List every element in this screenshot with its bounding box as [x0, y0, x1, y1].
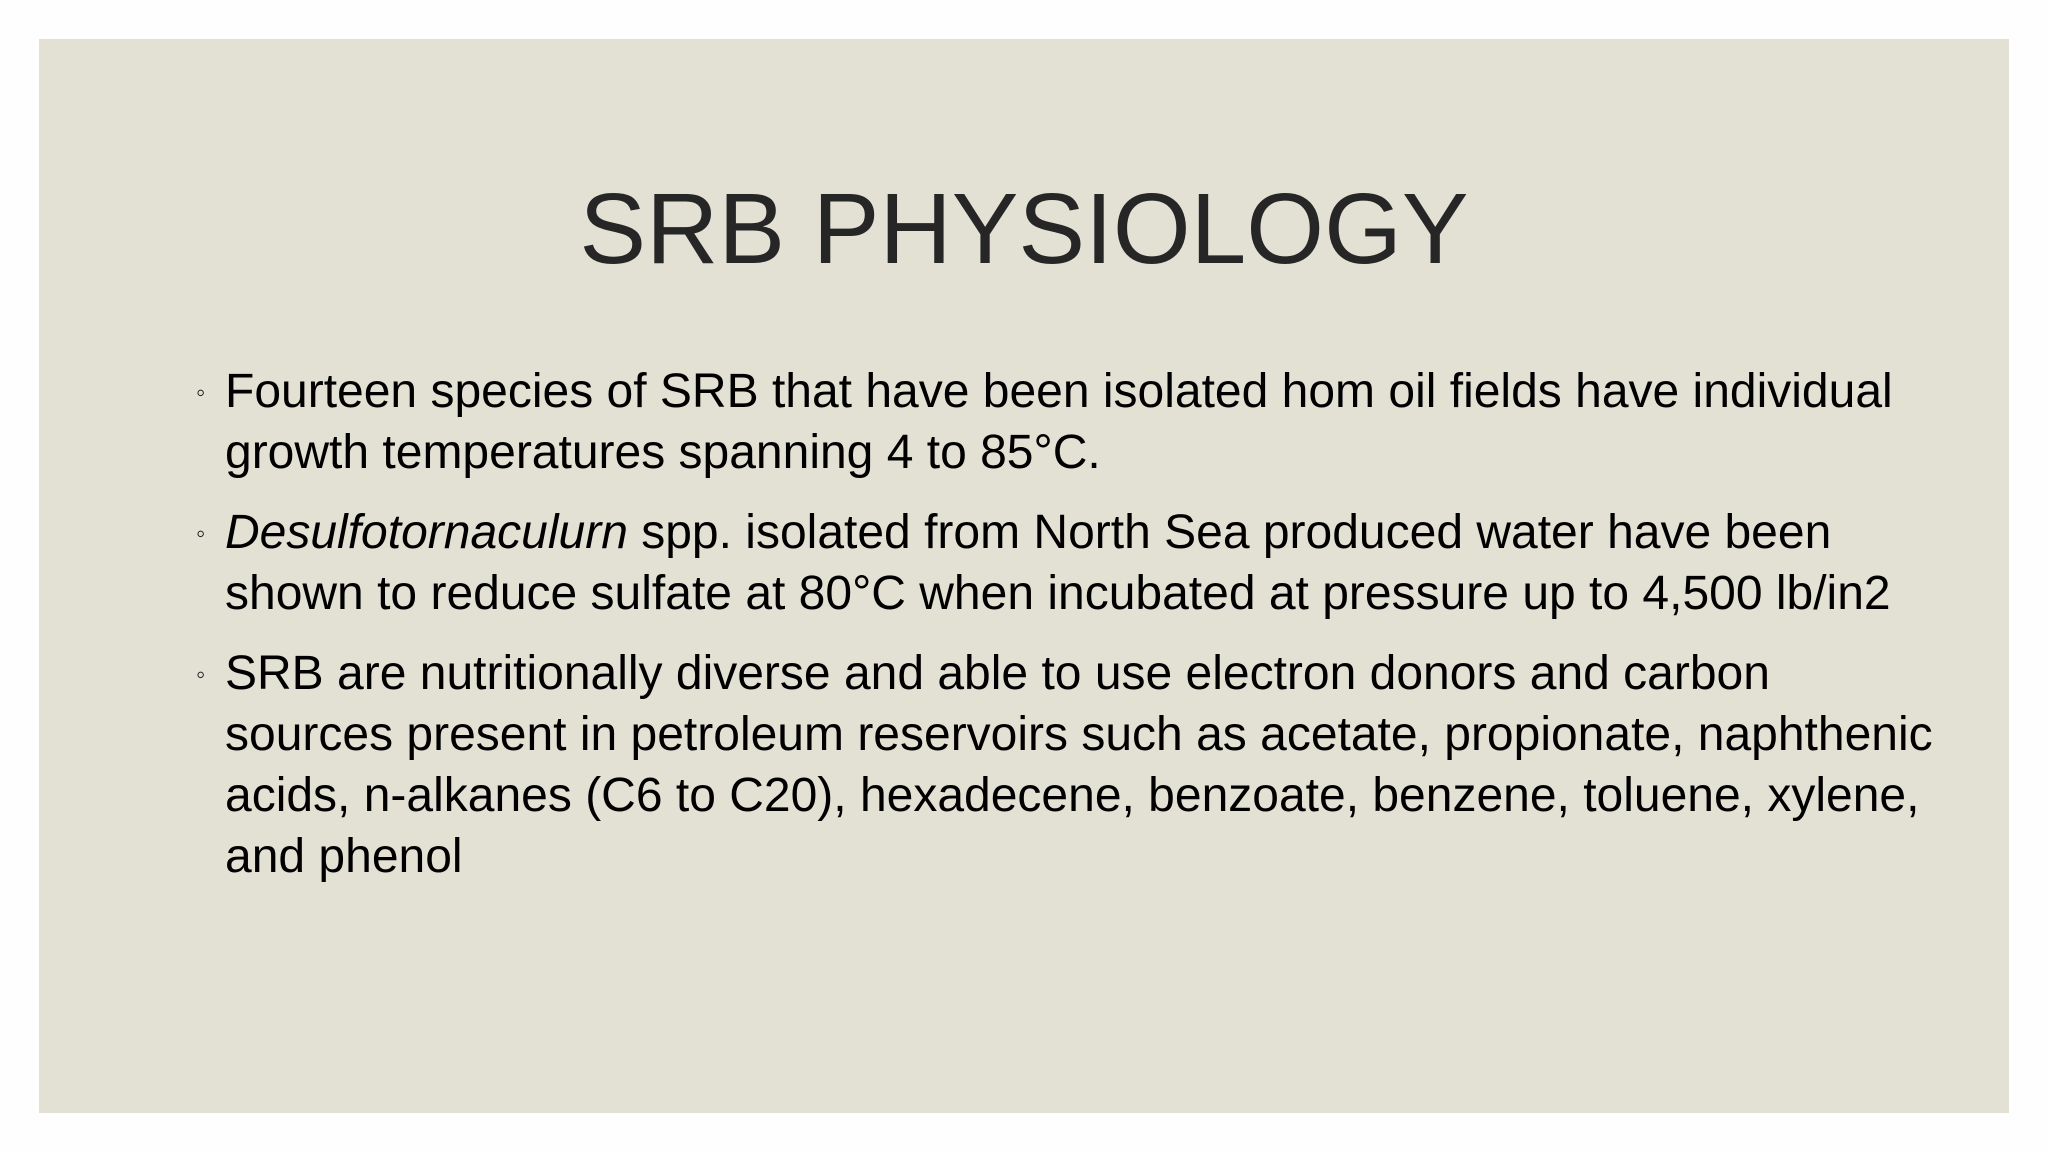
bullet-marker-icon: ◦ — [196, 659, 206, 689]
bullet-item-3 — [195, 643, 1935, 887]
bullet-list — [195, 361, 1935, 906]
slide-title: SRB PHYSIOLOGY — [579, 173, 1469, 285]
bullet-item-1 — [195, 361, 1935, 483]
bullet-text: spp. isolated from North Sea produced water have been shown to reduce sulfate at 80°C when incubated at pressure up to 4,500 lb/in2 — [225, 506, 1891, 620]
slide — [39, 39, 2009, 1113]
genus-name: Desulfotornaculurn — [225, 506, 628, 559]
bullet-item-2 — [195, 502, 1935, 624]
bullet-text: Fourteen species of SRB that have been isolated hom oil fields have individual growth temperatures spanning 4 to 85°C. — [225, 365, 1893, 479]
bullet-marker-icon: ◦ — [196, 377, 206, 407]
bullet-text: SRB are nutritionally diverse and able to use electron donors and carbon sources present in petroleum reservoirs such as acetate, propionate, naphthenic acids, n-alkanes (C6 to C20), hexadecene, benzoate, benzene, toluene, xylene, and phenol — [225, 647, 1933, 883]
bullet-marker-icon: ◦ — [196, 518, 206, 548]
